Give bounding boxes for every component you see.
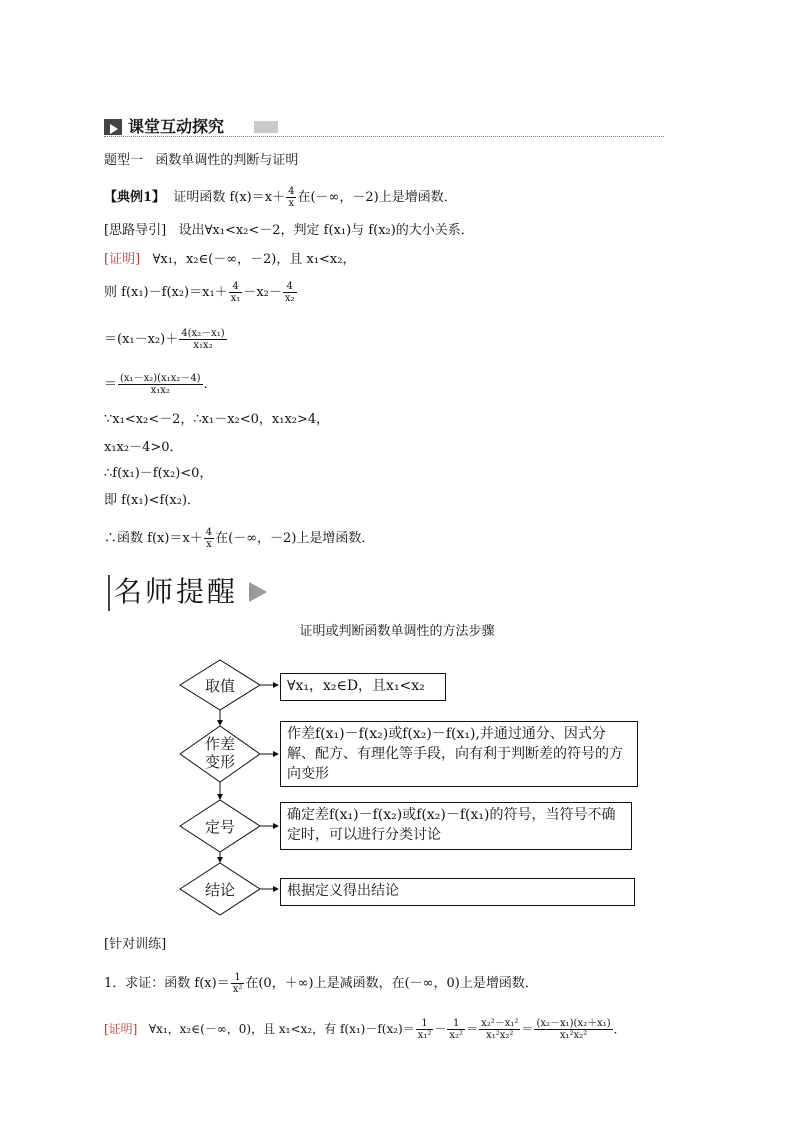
proof-line-7: ∴f(x₁)－f(x₂)<0， xyxy=(104,466,213,481)
triangle-right-icon xyxy=(249,582,267,602)
denominator: x₁ xyxy=(230,293,241,304)
question-1 xyxy=(104,972,538,995)
step-box-sign: 确定差f(x₁)－f(x₂)或f(x₂)－f(x₁)的符号，当符号不确定时，可以进行分类讨论 xyxy=(280,802,632,850)
proof2-text: ∀x₁，x₂∈(－∞，0)，且 x₁<x₂，有 f(x₁)－f(x₂)＝ xyxy=(148,1022,415,1036)
step-box-take-value: ∀x₁，x₂∈D，且x₁<x₂ xyxy=(280,673,446,701)
denominator: x₁x₂ xyxy=(179,339,226,351)
denominator: x₁²x₂² xyxy=(534,1029,612,1041)
step-box-conclusion: 根据定义得出结论 xyxy=(280,878,635,906)
fraction xyxy=(118,373,203,396)
denominator: x₁²x₂² xyxy=(479,1029,520,1041)
numerator: (x₂－x₁)(x₂＋x₁) xyxy=(536,1018,611,1029)
example-line xyxy=(104,186,457,209)
step-label-conclusion: 结论 xyxy=(204,881,235,899)
denominator: x² xyxy=(232,984,243,995)
proof-label: [证明] xyxy=(104,252,141,267)
proof-line-2 xyxy=(104,281,298,304)
numerator: 4 xyxy=(205,527,213,538)
proof-text: 则 f(x₁)－f(x₂)＝x₁＋ xyxy=(104,285,228,300)
proof2-label: [证明] xyxy=(104,1022,138,1036)
fraction xyxy=(447,1018,465,1041)
arrow-head xyxy=(273,682,279,688)
proof-text: ∀x₁，x₂∈(－∞，－2)，且 x₁<x₂， xyxy=(152,252,356,267)
proof-text: ∴函数 f(x)＝x＋ xyxy=(104,531,203,546)
fraction xyxy=(204,527,214,550)
play-icon xyxy=(104,119,122,135)
numerator: 4 xyxy=(286,281,293,292)
proof-line-9 xyxy=(104,527,374,550)
question-text-post: 在(0，＋∞)上是减函数，在(－∞，0)上是增函数． xyxy=(245,976,538,991)
fraction xyxy=(231,972,245,995)
topic-title: 函数单调性的判断与证明 xyxy=(155,153,299,168)
proof2-text: ＝ xyxy=(466,1022,479,1036)
topic-label: 题型一 xyxy=(104,153,144,168)
step-label-line: 变形 xyxy=(204,753,235,771)
numerator: 4(x₂－x₁) xyxy=(181,328,225,339)
step-label-sign: 定号 xyxy=(204,818,235,836)
step-label-line: 作差 xyxy=(204,735,235,753)
fraction xyxy=(534,1018,612,1041)
fraction xyxy=(283,281,297,304)
proof2-text: － xyxy=(434,1022,447,1036)
proof-line-8: 即 f(x₁)<f(x₂)． xyxy=(104,493,201,508)
numerator: x₂²－x₁² xyxy=(481,1018,519,1029)
denominator: x₁x₂ xyxy=(118,384,203,396)
step-label-take-value: 取值 xyxy=(204,677,235,695)
proof-text: ＝ xyxy=(104,377,118,392)
proof-line-5: ∵x₁<x₂<－2，∴x₁－x₂<0，x₁x₂>4， xyxy=(104,412,330,427)
fraction xyxy=(479,1018,520,1041)
arrow-head xyxy=(273,751,279,757)
proof2-text: ＝ xyxy=(521,1022,534,1036)
numerator: 4 xyxy=(288,186,295,197)
proof2-line xyxy=(104,1018,626,1041)
fraction xyxy=(179,328,226,351)
numerator: 4 xyxy=(232,281,239,292)
example-text-post: 在(－∞，－2)上是增函数． xyxy=(297,190,457,205)
proof-text: ＝(x₁－x₂)＋ xyxy=(104,332,179,347)
denominator: x xyxy=(286,197,296,209)
arrow-head xyxy=(217,857,223,863)
tip-bar xyxy=(108,575,110,611)
denominator: x₁² xyxy=(417,1030,432,1041)
flow-caption: 证明或判断函数单调性的方法步骤 xyxy=(299,624,495,639)
step-label-difference xyxy=(180,735,260,771)
proof-text: －x₂－ xyxy=(243,285,282,300)
proof-line-3 xyxy=(104,328,228,351)
denominator: x xyxy=(204,538,214,550)
proof-text: ． xyxy=(203,377,217,392)
section-title: 课堂互动探究 xyxy=(128,117,225,136)
hint-label: [思路导引] xyxy=(104,223,167,238)
numerator: 1 xyxy=(453,1018,460,1029)
tip-title: 名师提醒 xyxy=(114,575,239,608)
header-bar xyxy=(254,121,278,133)
numerator: 1 xyxy=(234,972,241,983)
denominator: x₂ xyxy=(284,293,295,304)
fraction xyxy=(229,281,243,304)
proof-line-4 xyxy=(104,373,217,396)
proof-line-1 xyxy=(104,252,355,268)
question-text: 1．求证：函数 f(x)＝ xyxy=(104,976,230,991)
arrow-head xyxy=(273,886,279,892)
section-header xyxy=(104,117,664,137)
numerator: (x₁－x₂)(x₁x₂－4) xyxy=(120,373,201,384)
arrow-head xyxy=(273,823,279,829)
arrow-head xyxy=(217,720,223,726)
numerator: 1 xyxy=(421,1018,428,1029)
step-box-difference: 作差f(x₁)－f(x₂)或f(x₂)－f(x₁),并通过通分、因式分解、配方、有理化等手段，向有利于判断差的符号的方向变形 xyxy=(280,721,638,787)
arrow-head xyxy=(217,794,223,800)
proof-text: 在(－∞，－2)上是增函数． xyxy=(215,531,375,546)
training-label: [针对训练] xyxy=(104,937,167,952)
proof-line-6: x₁x₂－4>0． xyxy=(104,440,183,455)
proof2-text: ． xyxy=(613,1022,626,1036)
denominator: x₂² xyxy=(449,1030,464,1041)
hint-text: 设出∀x₁<x₂<－2，判定 f(x₁)与 f(x₂)的大小关系． xyxy=(178,223,474,238)
header-rule xyxy=(104,136,664,137)
example-text: 证明函数 f(x)＝x＋ xyxy=(173,190,286,205)
fraction xyxy=(286,186,296,209)
hint-line xyxy=(104,223,474,239)
topic-line xyxy=(104,153,298,169)
fraction xyxy=(416,1018,434,1041)
example-label: 【典例1】 xyxy=(104,190,166,205)
